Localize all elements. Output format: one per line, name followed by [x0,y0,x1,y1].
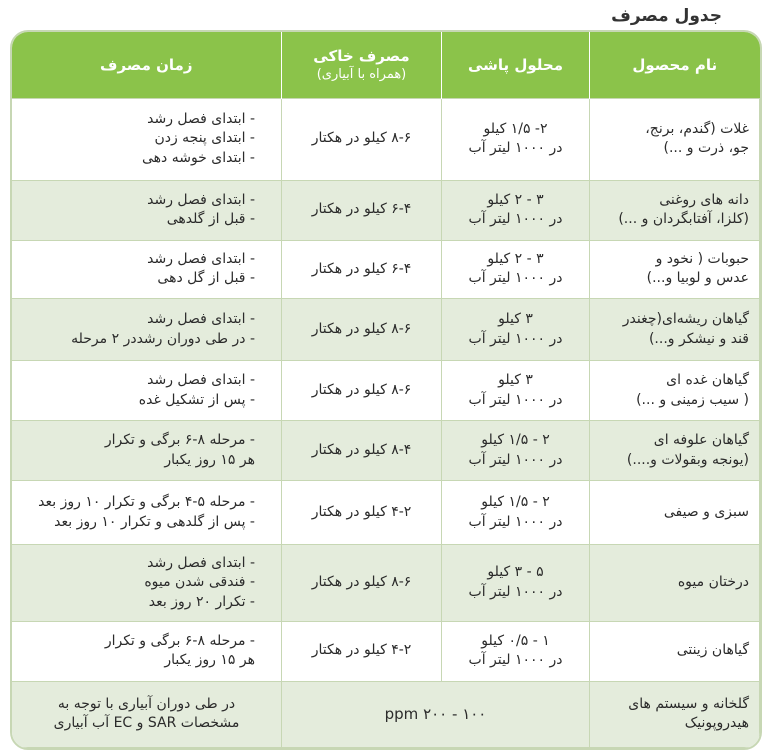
foliar-spray-cell-line: در ۱۰۰۰ لیتر آب [468,584,563,601]
foliar-spray-cell-line: ۳ - ۲ کیلو [487,250,544,267]
soil-application-cell: ۸-۶ کیلو در هکتار [282,361,442,421]
product-name-cell-line: سبزی و صیفی [663,504,749,521]
product-name-cell-line: ( سیب زمینی و ...) [636,391,749,408]
header-soil-subtitle: (همراه با آبیاری) [316,67,407,83]
header-product-name: نام محصول [590,32,760,98]
application-time-cell [12,298,282,360]
application-time-cell [12,98,282,180]
soil-application-cell: ۴-۲ کیلو در هکتار [282,481,442,545]
product-name-cell-line: هیدروپونیک [684,715,749,732]
application-time-cell [12,481,282,545]
application-time-cell-line: - ابتدای فصل رشد [147,554,255,571]
application-time-cell-line: - ابتدای خوشه دهی [141,149,255,166]
header-soil-application [282,32,442,98]
usage-table [10,30,762,750]
header-foliar-spray: محلول پاشی [442,32,590,98]
table-row [12,545,760,621]
foliar-spray-cell-line: ۱ - ۰/۵ کیلو [481,632,550,649]
application-time-cell-line: - ابتدای پنجه زدن [154,130,255,147]
soil-application-cell: ۸-۴ کیلو در هکتار [282,421,442,481]
product-name-cell [590,180,760,240]
product-name-cell-line: حبوبات ( نخود و [655,250,749,267]
foliar-spray-cell-line: ۲- ۱/۵ کیلو [483,120,548,137]
soil-application-cell: ۸-۶ کیلو در هکتار [282,98,442,180]
soil-application-cell: ۸-۶ کیلو در هکتار [282,545,442,621]
product-name-cell [590,361,760,421]
foliar-spray-cell [442,545,590,621]
application-time-cell [12,681,282,747]
application-time-cell-line: - ابتدای فصل رشد [147,372,255,389]
application-time-cell-line: - مرحله ۸-۶ برگی و تکرار [104,632,255,649]
foliar-spray-cell-line: در ۱۰۰۰ لیتر آب [468,451,563,468]
table-row [12,98,760,180]
application-time-cell-line: هر ۱۵ روز یکبار [164,652,255,669]
application-time-cell-line: - قبل از گل دهی [157,270,255,287]
application-time-cell [12,545,282,621]
application-time-cell [12,361,282,421]
product-name-cell [590,621,760,681]
table-caption: جدول مصرف [611,6,722,26]
foliar-spray-cell-line: ۳ کیلو [498,310,533,327]
table-row [12,481,760,545]
application-time-cell-line: - پس از تشکیل غده [138,391,255,408]
product-name-cell-line: گیاهان ریشه‌ای(چغندر [622,310,749,327]
product-name-cell [590,481,760,545]
application-time-cell [12,421,282,481]
product-name-cell-line: گیاهان غده ای [666,372,749,389]
merged-dosage-cell: ۱۰۰ - ۲۰۰ ppm [282,681,590,747]
table-row [12,240,760,298]
foliar-spray-cell-line: در ۱۰۰۰ لیتر آب [468,270,563,287]
application-time-cell-line: - پس از گلدهی و تکرار ۱۰ روز بعد [54,513,255,530]
foliar-spray-cell [442,98,590,180]
product-name-cell-line: گیاهان زینتی [676,642,749,659]
application-time-cell-line: - ابتدای فصل رشد [147,110,255,127]
table-row [12,361,760,421]
header-application-time: زمان مصرف [12,32,282,98]
product-name-cell [590,681,760,747]
application-time-cell-line: - مرحله ۸-۶ برگی و تکرار [104,432,255,449]
foliar-spray-cell-line: ۵ - ۳ کیلو [487,564,544,581]
product-name-cell-line: گیاهان علوفه ای [653,432,749,449]
foliar-spray-cell [442,621,590,681]
application-time-cell [12,621,282,681]
foliar-spray-cell-line: در ۱۰۰۰ لیتر آب [468,211,563,228]
product-name-cell [590,98,760,180]
soil-application-cell: ۸-۶ کیلو در هکتار [282,298,442,360]
application-time-cell [12,180,282,240]
application-time-cell-line: - مرحله ۵-۴ برگی و تکرار ۱۰ روز بعد [38,494,255,511]
soil-application-cell: ۶-۴ کیلو در هکتار [282,180,442,240]
application-time-cell-line: - فندقی شدن میوه [144,574,255,591]
product-name-cell [590,545,760,621]
application-time-cell-line: - قبل از گلدهی [166,211,255,228]
header-soil-title: مصرف خاکی [313,46,410,65]
foliar-spray-cell [442,361,590,421]
soil-application-cell: ۴-۲ کیلو در هکتار [282,621,442,681]
foliar-spray-cell-line: ۲ - ۱/۵ کیلو [481,432,550,449]
table-row [12,621,760,681]
foliar-spray-cell-line: در ۱۰۰۰ لیتر آب [468,513,563,530]
foliar-spray-cell-line: در ۱۰۰۰ لیتر آب [468,330,563,347]
product-name-cell [590,240,760,298]
product-name-cell-line: قند و نیشکر و...) [648,330,749,347]
foliar-spray-cell [442,180,590,240]
application-time-cell-line: - ابتدای فصل رشد [147,250,255,267]
application-time-cell-line: - در طی دوران رشددر ۲ مرحله [71,330,255,347]
foliar-spray-cell-line: در ۱۰۰۰ لیتر آب [468,140,563,157]
product-name-cell-line: گلخانه و سیستم های [628,695,749,712]
product-name-cell-line: جو، ذرت و ...) [663,140,749,157]
foliar-spray-cell [442,421,590,481]
product-name-cell-line: درختان میوه [677,574,749,591]
foliar-spray-cell-line: ۲ - ۱/۵ کیلو [481,494,550,511]
foliar-spray-cell-line: در ۱۰۰۰ لیتر آب [468,391,563,408]
product-name-cell-line: (یونجه وبقولات و....) [626,451,749,468]
foliar-spray-cell-line: در ۱۰۰۰ لیتر آب [468,652,563,669]
foliar-spray-cell [442,481,590,545]
foliar-spray-cell-line: ۳ کیلو [498,372,533,389]
application-time-cell-line: در طی دوران آبیاری با توجه به [57,695,236,712]
table-row [12,421,760,481]
table-row [12,298,760,360]
foliar-spray-cell [442,240,590,298]
application-time-cell-line: - ابتدای فصل رشد [147,310,255,327]
product-name-cell-line: غلات (گندم، برنج، [645,120,749,137]
application-time-cell-line: مشخصات SAR و EC آب آبیاری [53,715,240,732]
product-name-cell [590,298,760,360]
table-body [12,98,760,748]
table-row [12,681,760,747]
product-name-cell-line: دانه های روغنی [659,191,749,208]
foliar-spray-cell [442,298,590,360]
product-name-cell [590,421,760,481]
header-row [12,32,760,98]
application-time-cell-line: - تکرار ۲۰ روز بعد [148,593,255,610]
foliar-spray-cell-line: ۳ - ۲ کیلو [487,191,544,208]
product-name-cell-line: عدس و لوبیا و...) [646,270,749,287]
application-time-cell-line: - ابتدای فصل رشد [147,191,255,208]
application-time-cell [12,240,282,298]
product-name-cell-line: (کلزا، آفتابگردان و ...) [618,211,749,228]
application-time-cell-line: هر ۱۵ روز یکبار [164,451,255,468]
table-row [12,180,760,240]
soil-application-cell: ۶-۴ کیلو در هکتار [282,240,442,298]
